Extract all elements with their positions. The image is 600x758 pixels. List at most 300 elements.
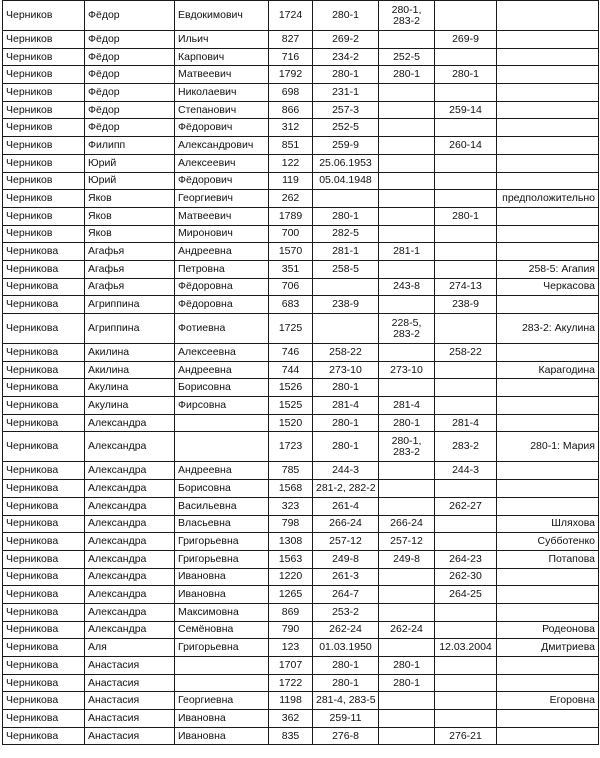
note-cell xyxy=(497,172,599,190)
ref-cell: 280-1 xyxy=(313,1,379,31)
patronymic-cell: Семёновна xyxy=(175,621,269,639)
surname-cell: Черникова xyxy=(3,278,85,296)
number-cell: 746 xyxy=(269,344,313,362)
ref-cell: 281-4 xyxy=(313,397,379,415)
ref2-cell xyxy=(379,379,435,397)
patronymic-cell xyxy=(175,414,269,432)
patronymic-cell: Григорьевна xyxy=(175,533,269,551)
ref-cell: 257-3 xyxy=(313,101,379,119)
first-name-cell: Александра xyxy=(85,515,175,533)
surname-cell: Черникова xyxy=(3,568,85,586)
patronymic-cell: Андреевна xyxy=(175,361,269,379)
patronymic-cell: Георгиевич xyxy=(175,190,269,208)
ref3-cell xyxy=(435,692,497,710)
surname-cell: Черников xyxy=(3,1,85,31)
note-cell: Шляхова xyxy=(497,515,599,533)
number-cell: 827 xyxy=(269,31,313,49)
ref3-cell: 264-25 xyxy=(435,586,497,604)
note-cell xyxy=(497,243,599,261)
ref-cell: 280-1 xyxy=(313,674,379,692)
ref3-cell xyxy=(435,172,497,190)
ref-cell: 280-1 xyxy=(313,657,379,675)
first-name-cell: Агриппина xyxy=(85,314,175,344)
number-cell: 1789 xyxy=(269,207,313,225)
note-cell xyxy=(497,379,599,397)
number-cell: 123 xyxy=(269,639,313,657)
ref-cell: 234-2 xyxy=(313,48,379,66)
ref-cell: 258-5 xyxy=(313,260,379,278)
number-cell: 698 xyxy=(269,84,313,102)
first-name-cell: Анастасия xyxy=(85,727,175,745)
number-cell: 744 xyxy=(269,361,313,379)
ref3-cell xyxy=(435,243,497,261)
patronymic-cell: Фёдорович xyxy=(175,119,269,137)
surname-cell: Черникова xyxy=(3,533,85,551)
note-cell xyxy=(497,207,599,225)
number-cell: 1520 xyxy=(269,414,313,432)
table-row xyxy=(3,603,599,621)
surname-cell: Черников xyxy=(3,225,85,243)
table-row xyxy=(3,692,599,710)
first-name-cell: Юрий xyxy=(85,172,175,190)
ref3-cell: 276-21 xyxy=(435,727,497,745)
ref-cell: 281-4, 283-5 xyxy=(313,692,379,710)
ref2-cell: 257-12 xyxy=(379,533,435,551)
table-row xyxy=(3,314,599,344)
ref2-cell xyxy=(379,172,435,190)
surname-cell: Черников xyxy=(3,48,85,66)
number-cell: 119 xyxy=(269,172,313,190)
surname-cell: Черников xyxy=(3,66,85,84)
ref3-cell xyxy=(435,84,497,102)
ref3-cell xyxy=(435,674,497,692)
ref-cell: 253-2 xyxy=(313,603,379,621)
surname-cell: Черникова xyxy=(3,414,85,432)
number-cell: 798 xyxy=(269,515,313,533)
first-name-cell: Акулина xyxy=(85,397,175,415)
ref2-cell xyxy=(379,497,435,515)
ref2-cell: 280-1, 283-2 xyxy=(379,1,435,31)
ref2-cell xyxy=(379,101,435,119)
patronymic-cell: Евдокимович xyxy=(175,1,269,31)
surname-cell: Черникова xyxy=(3,497,85,515)
ref3-cell xyxy=(435,515,497,533)
table-row xyxy=(3,207,599,225)
ref3-cell xyxy=(435,710,497,728)
ref-cell: 261-4 xyxy=(313,497,379,515)
first-name-cell: Фёдор xyxy=(85,101,175,119)
surname-cell: Черникова xyxy=(3,710,85,728)
ref3-cell xyxy=(435,225,497,243)
patronymic-cell: Миронович xyxy=(175,225,269,243)
table-row xyxy=(3,414,599,432)
ref3-cell xyxy=(435,533,497,551)
ref-cell: 280-1 xyxy=(313,207,379,225)
surname-cell: Черников xyxy=(3,172,85,190)
ref3-cell: 274-13 xyxy=(435,278,497,296)
ref3-cell xyxy=(435,154,497,172)
ref3-cell xyxy=(435,48,497,66)
number-cell: 312 xyxy=(269,119,313,137)
note-cell: 258-5: Агапия xyxy=(497,260,599,278)
number-cell: 683 xyxy=(269,296,313,314)
ref-cell: 280-1 xyxy=(313,379,379,397)
ref3-cell: 244-3 xyxy=(435,462,497,480)
surname-cell: Черников xyxy=(3,190,85,208)
surname-cell: Черникова xyxy=(3,586,85,604)
table-row xyxy=(3,586,599,604)
surname-cell: Черникова xyxy=(3,243,85,261)
first-name-cell: Анастасия xyxy=(85,657,175,675)
ref3-cell: 269-9 xyxy=(435,31,497,49)
ref3-cell xyxy=(435,480,497,498)
number-cell: 866 xyxy=(269,101,313,119)
surname-cell: Черникова xyxy=(3,727,85,745)
ref3-cell xyxy=(435,621,497,639)
ref-cell: 281-2, 282-2 xyxy=(313,480,379,498)
note-cell xyxy=(497,66,599,84)
ref-cell xyxy=(313,314,379,344)
ref3-cell xyxy=(435,397,497,415)
ref2-cell xyxy=(379,137,435,155)
table-row xyxy=(3,480,599,498)
ref2-cell: 280-1 xyxy=(379,414,435,432)
surname-cell: Черникова xyxy=(3,462,85,480)
first-name-cell: Александра xyxy=(85,621,175,639)
note-cell xyxy=(497,497,599,515)
number-cell: 1198 xyxy=(269,692,313,710)
ref-cell: 05.04.1948 xyxy=(313,172,379,190)
table-row xyxy=(3,727,599,745)
number-cell: 790 xyxy=(269,621,313,639)
ref3-cell: 283-2 xyxy=(435,432,497,462)
first-name-cell: Анастасия xyxy=(85,692,175,710)
number-cell: 706 xyxy=(269,278,313,296)
ref2-cell: 273-10 xyxy=(379,361,435,379)
number-cell: 869 xyxy=(269,603,313,621)
ref-cell: 258-22 xyxy=(313,344,379,362)
surname-cell: Черникова xyxy=(3,515,85,533)
first-name-cell: Александра xyxy=(85,586,175,604)
ref3-cell xyxy=(435,603,497,621)
ref-cell: 276-8 xyxy=(313,727,379,745)
ref3-cell: 238-9 xyxy=(435,296,497,314)
ref2-cell: 266-24 xyxy=(379,515,435,533)
ref2-cell: 249-8 xyxy=(379,550,435,568)
note-cell xyxy=(497,84,599,102)
note-cell xyxy=(497,657,599,675)
number-cell: 1568 xyxy=(269,480,313,498)
patronymic-cell: Андреевна xyxy=(175,243,269,261)
first-name-cell: Александра xyxy=(85,414,175,432)
note-cell: Черкасова xyxy=(497,278,599,296)
ref2-cell xyxy=(379,154,435,172)
patronymic-cell: Борисовна xyxy=(175,379,269,397)
note-cell xyxy=(497,225,599,243)
ref2-cell xyxy=(379,296,435,314)
surname-cell: Черникова xyxy=(3,550,85,568)
first-name-cell: Яков xyxy=(85,207,175,225)
ref-cell: 231-1 xyxy=(313,84,379,102)
note-cell xyxy=(497,462,599,480)
note-cell: Дмитриева xyxy=(497,639,599,657)
patronymic-cell: Фёдоровна xyxy=(175,296,269,314)
table-row xyxy=(3,497,599,515)
table-row xyxy=(3,101,599,119)
surname-cell: Черникова xyxy=(3,260,85,278)
ref3-cell: 264-23 xyxy=(435,550,497,568)
table-row xyxy=(3,137,599,155)
patronymic-cell: Фирсовна xyxy=(175,397,269,415)
ref3-cell: 258-22 xyxy=(435,344,497,362)
ref3-cell: 262-27 xyxy=(435,497,497,515)
ref3-cell: 280-1 xyxy=(435,207,497,225)
patronymic-cell: Алексеевна xyxy=(175,344,269,362)
table-row xyxy=(3,550,599,568)
ref2-cell xyxy=(379,568,435,586)
note-cell xyxy=(497,603,599,621)
ref2-cell xyxy=(379,190,435,208)
ref-cell: 261-3 xyxy=(313,568,379,586)
patronymic-cell: Николаевич xyxy=(175,84,269,102)
note-cell xyxy=(497,31,599,49)
surname-cell: Черникова xyxy=(3,379,85,397)
table-row xyxy=(3,515,599,533)
patronymic-cell: Матвеевич xyxy=(175,207,269,225)
patronymic-cell: Степанович xyxy=(175,101,269,119)
number-cell: 262 xyxy=(269,190,313,208)
ref3-cell xyxy=(435,361,497,379)
ref2-cell xyxy=(379,260,435,278)
first-name-cell: Яков xyxy=(85,190,175,208)
ref2-cell xyxy=(379,710,435,728)
note-cell: 280-1: Мария xyxy=(497,432,599,462)
ref3-cell xyxy=(435,260,497,278)
patronymic-cell: Фёдоровна xyxy=(175,278,269,296)
number-cell: 362 xyxy=(269,710,313,728)
patronymic-cell: Петровна xyxy=(175,260,269,278)
patronymic-cell: Фёдорович xyxy=(175,172,269,190)
note-cell xyxy=(497,296,599,314)
table-row xyxy=(3,344,599,362)
number-cell: 1724 xyxy=(269,1,313,31)
surname-cell: Черникова xyxy=(3,621,85,639)
first-name-cell: Александра xyxy=(85,568,175,586)
table-row xyxy=(3,48,599,66)
surname-cell: Черников xyxy=(3,154,85,172)
ref-cell: 244-3 xyxy=(313,462,379,480)
table-row xyxy=(3,674,599,692)
patronymic-cell: Андреевна xyxy=(175,462,269,480)
records-table xyxy=(2,0,599,745)
first-name-cell: Аля xyxy=(85,639,175,657)
first-name-cell: Агриппина xyxy=(85,296,175,314)
ref-cell: 259-11 xyxy=(313,710,379,728)
note-cell xyxy=(497,154,599,172)
first-name-cell: Александра xyxy=(85,462,175,480)
note-cell xyxy=(497,414,599,432)
number-cell: 1563 xyxy=(269,550,313,568)
ref2-cell: 280-1 xyxy=(379,674,435,692)
patronymic-cell: Максимовна xyxy=(175,603,269,621)
ref-cell xyxy=(313,278,379,296)
first-name-cell: Яков xyxy=(85,225,175,243)
table-row xyxy=(3,260,599,278)
number-cell: 1220 xyxy=(269,568,313,586)
table-row xyxy=(3,225,599,243)
patronymic-cell: Георгиевна xyxy=(175,692,269,710)
ref3-cell xyxy=(435,1,497,31)
table-row xyxy=(3,172,599,190)
ref3-cell xyxy=(435,314,497,344)
note-cell xyxy=(497,727,599,745)
number-cell: 1725 xyxy=(269,314,313,344)
table-row xyxy=(3,119,599,137)
ref-cell: 280-1 xyxy=(313,414,379,432)
ref2-cell: 281-4 xyxy=(379,397,435,415)
ref2-cell: 228-5, 283-2 xyxy=(379,314,435,344)
surname-cell: Черников xyxy=(3,207,85,225)
note-cell xyxy=(497,137,599,155)
surname-cell: Черникова xyxy=(3,639,85,657)
ref2-cell: 262-24 xyxy=(379,621,435,639)
table-row xyxy=(3,568,599,586)
number-cell: 1525 xyxy=(269,397,313,415)
number-cell: 351 xyxy=(269,260,313,278)
records-body xyxy=(3,1,599,745)
table-row xyxy=(3,361,599,379)
table-row xyxy=(3,243,599,261)
table-row xyxy=(3,710,599,728)
ref2-cell: 280-1, 283-2 xyxy=(379,432,435,462)
first-name-cell: Александра xyxy=(85,603,175,621)
note-cell xyxy=(497,344,599,362)
ref2-cell: 281-1 xyxy=(379,243,435,261)
ref-cell: 249-8 xyxy=(313,550,379,568)
number-cell: 1707 xyxy=(269,657,313,675)
patronymic-cell: Матвеевич xyxy=(175,66,269,84)
note-cell xyxy=(497,101,599,119)
ref2-cell xyxy=(379,480,435,498)
ref2-cell xyxy=(379,603,435,621)
ref-cell: 269-2 xyxy=(313,31,379,49)
ref-cell: 282-5 xyxy=(313,225,379,243)
ref-cell: 266-24 xyxy=(313,515,379,533)
table-row xyxy=(3,533,599,551)
ref2-cell xyxy=(379,692,435,710)
patronymic-cell: Григорьевна xyxy=(175,639,269,657)
surname-cell: Черников xyxy=(3,137,85,155)
surname-cell: Черников xyxy=(3,101,85,119)
ref-cell: 280-1 xyxy=(313,432,379,462)
ref-cell: 264-7 xyxy=(313,586,379,604)
first-name-cell: Агафья xyxy=(85,243,175,261)
first-name-cell: Александра xyxy=(85,480,175,498)
ref-cell: 238-9 xyxy=(313,296,379,314)
surname-cell: Черникова xyxy=(3,344,85,362)
number-cell: 1570 xyxy=(269,243,313,261)
patronymic-cell xyxy=(175,432,269,462)
surname-cell: Черников xyxy=(3,84,85,102)
first-name-cell: Александра xyxy=(85,550,175,568)
table-row xyxy=(3,278,599,296)
ref3-cell: 259-14 xyxy=(435,101,497,119)
ref-cell: 259-9 xyxy=(313,137,379,155)
surname-cell: Черникова xyxy=(3,480,85,498)
note-cell: предположительно xyxy=(497,190,599,208)
ref3-cell: 12.03.2004 xyxy=(435,639,497,657)
surname-cell: Черникова xyxy=(3,692,85,710)
ref3-cell: 280-1 xyxy=(435,66,497,84)
ref3-cell: 262-30 xyxy=(435,568,497,586)
ref-cell: 01.03.1950 xyxy=(313,639,379,657)
first-name-cell: Фёдор xyxy=(85,84,175,102)
table-row xyxy=(3,154,599,172)
number-cell: 1722 xyxy=(269,674,313,692)
first-name-cell: Александра xyxy=(85,432,175,462)
first-name-cell: Фёдор xyxy=(85,1,175,31)
table-row xyxy=(3,462,599,480)
patronymic-cell xyxy=(175,657,269,675)
first-name-cell: Юрий xyxy=(85,154,175,172)
table-row xyxy=(3,621,599,639)
first-name-cell: Александра xyxy=(85,497,175,515)
surname-cell: Черникова xyxy=(3,296,85,314)
table-row xyxy=(3,379,599,397)
ref2-cell: 243-8 xyxy=(379,278,435,296)
number-cell: 1723 xyxy=(269,432,313,462)
ref2-cell xyxy=(379,586,435,604)
first-name-cell: Фёдор xyxy=(85,31,175,49)
surname-cell: Черникова xyxy=(3,603,85,621)
surname-cell: Черников xyxy=(3,31,85,49)
patronymic-cell: Ивановна xyxy=(175,586,269,604)
patronymic-cell: Фотиевна xyxy=(175,314,269,344)
first-name-cell: Анастасия xyxy=(85,674,175,692)
surname-cell: Черникова xyxy=(3,361,85,379)
patronymic-cell xyxy=(175,674,269,692)
surname-cell: Черников xyxy=(3,119,85,137)
ref2-cell xyxy=(379,207,435,225)
patronymic-cell: Борисовна xyxy=(175,480,269,498)
ref-cell: 25.06.1953 xyxy=(313,154,379,172)
surname-cell: Черникова xyxy=(3,432,85,462)
table-row xyxy=(3,66,599,84)
number-cell: 1265 xyxy=(269,586,313,604)
patronymic-cell: Карпович xyxy=(175,48,269,66)
first-name-cell: Фёдор xyxy=(85,48,175,66)
note-cell xyxy=(497,586,599,604)
number-cell: 851 xyxy=(269,137,313,155)
ref3-cell: 260-14 xyxy=(435,137,497,155)
first-name-cell: Филипп xyxy=(85,137,175,155)
ref3-cell: 281-4 xyxy=(435,414,497,432)
patronymic-cell: Ивановна xyxy=(175,710,269,728)
surname-cell: Черникова xyxy=(3,397,85,415)
ref2-cell: 280-1 xyxy=(379,66,435,84)
patronymic-cell: Александрович xyxy=(175,137,269,155)
ref2-cell xyxy=(379,639,435,657)
number-cell: 1308 xyxy=(269,533,313,551)
patronymic-cell: Власьевна xyxy=(175,515,269,533)
ref2-cell xyxy=(379,84,435,102)
note-cell: Субботенко xyxy=(497,533,599,551)
note-cell xyxy=(497,568,599,586)
note-cell xyxy=(497,1,599,31)
number-cell: 1792 xyxy=(269,66,313,84)
surname-cell: Черникова xyxy=(3,674,85,692)
note-cell: Карагодина xyxy=(497,361,599,379)
